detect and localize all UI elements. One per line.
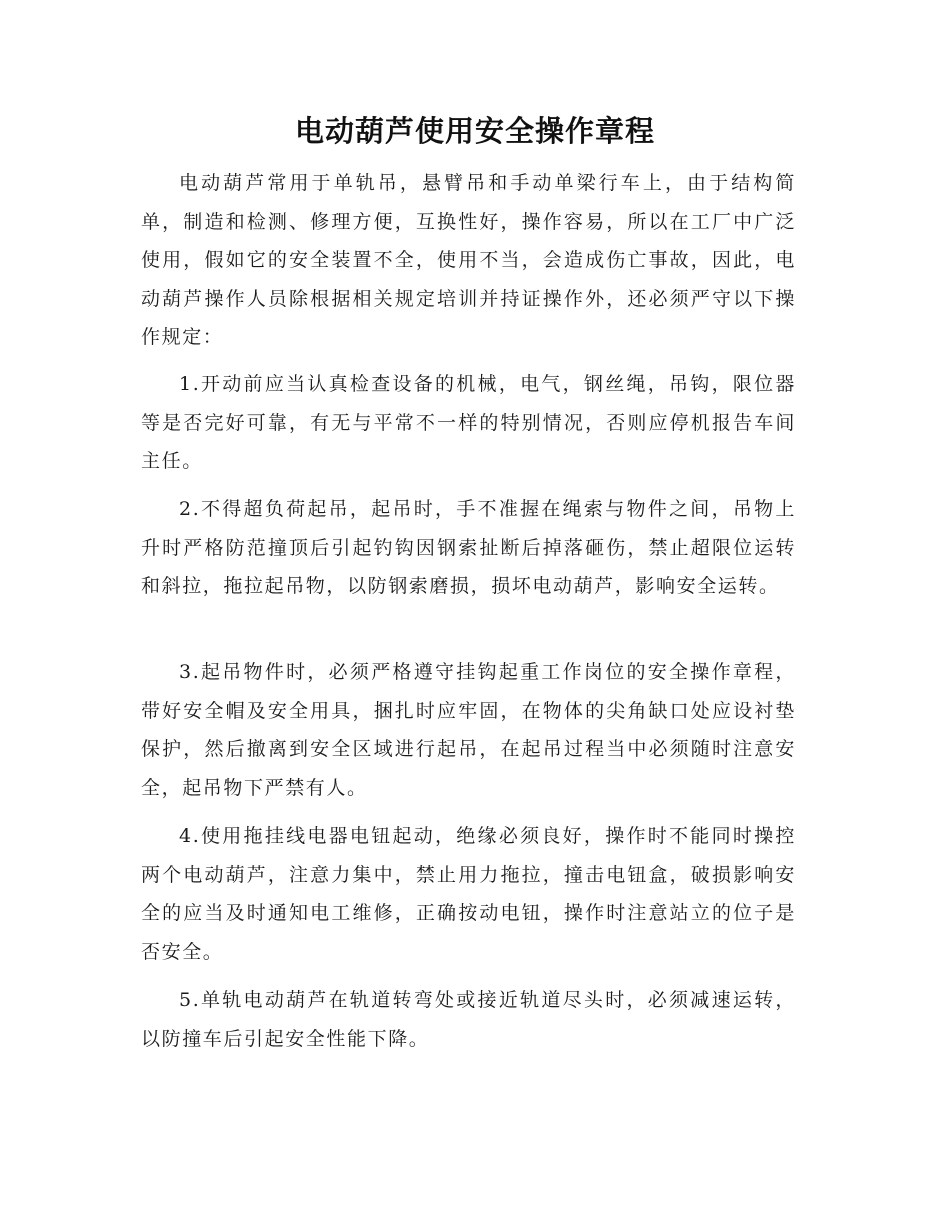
rule-paragraph-3: 3.起吊物件时，必须严格遵守挂钩起重工作岗位的安全操作章程，带好安全帽及安全用具，捆扎时应牢固，在物体的尖角缺口处应设衬垫保护，然后撤离到安全区域进行起吊，在起吊过程当中必须随时注意安全，起吊物下严禁有人。 (141, 661, 796, 799)
rule-paragraph-5: 5.单轨电动葫芦在轨道转弯处或接近轨道尽头时，必须减速运转，以防撞车后引起安全性能下降。 (141, 989, 796, 1050)
intro-paragraph: 电动葫芦常用于单轨吊，悬臂吊和手动单梁行车上，由于结构简单，制造和检测、修理方便，互换性好，操作容易，所以在工厂中广泛使用，假如它的安全装置不全，使用不当，会造成伤亡事故，因此，电动葫芦操作人员除根据相关规定培训并持证操作外，还必须严守以下操作规定： (141, 172, 796, 348)
rule-paragraph-2: 2.不得超负荷起吊，起吊时，手不准握在绳索与物件之间，吊物上升时严格防范撞顶后引起钓钩因钢索扯断后掉落砸伤，禁止超限位运转和斜拉，拖拉起吊物，以防钢索磨损，损坏电动葫芦，影响安全运转。 (141, 498, 796, 597)
rule-paragraph-4: 4.使用拖挂线电器电钮起动，绝缘必须良好，操作时不能同时操控两个电动葫芦，注意力集中，禁止用力拖拉，撞击电钮盒，破损影响安全的应当及时通知电工维修，正确按动电钮，操作时注意站立的位子是否安全。 (141, 825, 796, 963)
document-title: 电动葫芦使用安全操作章程 (294, 114, 655, 148)
rule-paragraph-1: 1.开动前应当认真检查设备的机械，电气，钢丝绳，吊钩，限位器等是否完好可靠，有无与平常不一样的特别情况，否则应停机报告车间主任。 (141, 373, 796, 472)
